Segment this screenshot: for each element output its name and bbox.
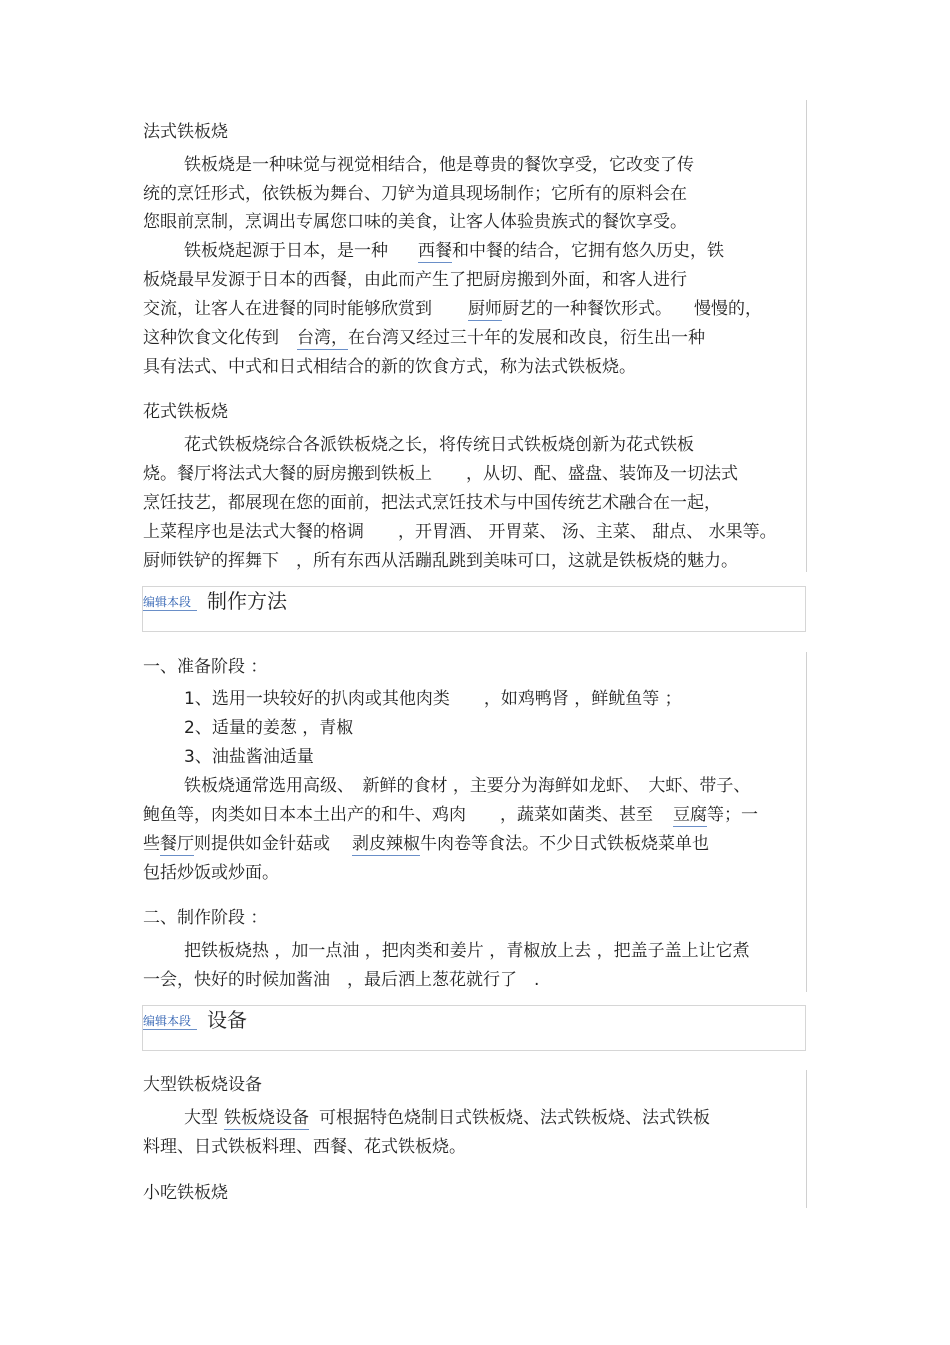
- section-title: 制作方法: [207, 589, 287, 613]
- content-border: [806, 652, 807, 992]
- edit-section-link[interactable]: 编辑本段: [143, 594, 197, 611]
- list-item: 2、适量的姜葱 ，青椒: [184, 718, 354, 738]
- link-taiwan[interactable]: 台湾，: [297, 328, 348, 348]
- paragraph-line: [143, 327, 705, 349]
- link-tofu[interactable]: 豆腐: [673, 805, 707, 825]
- paragraph-line: 包括炒饭或炒面。: [143, 863, 279, 883]
- paragraph-line: 把铁板烧热 ，加一点油 ，把肉类和姜片 ，青椒放上去 ，把盖子盖上让它煮: [184, 941, 750, 961]
- subheading-fancy-teppanyaki: 花式铁板烧: [143, 402, 228, 422]
- paragraph-line: [143, 833, 709, 855]
- text: 慢慢的，: [694, 299, 762, 319]
- text: 可根据特色烧制日式铁板烧、法式铁板烧、法式铁板: [319, 1108, 710, 1128]
- edit-section-link[interactable]: 编辑本段: [143, 1013, 197, 1030]
- paragraph-line: 料理、日式铁板料理、西餐、花式铁板烧。: [143, 1137, 466, 1157]
- link-western-food[interactable]: 西餐: [418, 241, 452, 261]
- paragraph-line: 铁板烧是一种味觉与视觉相结合，他是尊贵的餐饮享受，它改变了传: [184, 155, 694, 175]
- list-item: 1、选用一块较好的扒肉或其他肉类 ，如鸡鸭肾 ，鲜鱿鱼等 ；: [184, 689, 682, 709]
- text: 牛肉卷等食法。不少日式铁板烧菜单也: [420, 834, 709, 854]
- link-peeled-chili[interactable]: 剥皮辣椒: [352, 834, 420, 854]
- paragraph-line: [143, 804, 758, 826]
- paragraph-line: 统的烹饪形式，依铁板为舞台、刀铲为道具现场制作；它所有的原料会在: [143, 184, 687, 204]
- content-border: [806, 100, 807, 572]
- subheading-making: 二、制作阶段 ：: [143, 908, 268, 928]
- paragraph-line: 烧。餐厅将法式大餐的厨房搬到铁板上 ，从切、配、盛盘、装饰及一切法式: [143, 464, 738, 484]
- subheading-preparation: 一、准备阶段 ：: [143, 657, 268, 677]
- paragraph-line: [184, 240, 724, 262]
- paragraph-line: 烹饪技艺，都展现在您的面前，把法式烹饪技术与中国传统艺术融合在一起，: [143, 493, 721, 513]
- text: 些: [143, 834, 160, 854]
- subheading-french-teppanyaki: 法式铁板烧: [143, 122, 228, 142]
- text: 交流，让客人在进餐的同时能够欣赏到: [143, 299, 432, 319]
- text: 鲍鱼等，肉类如日本本土出产的和牛、鸡肉 ，蔬菜如菌类、甚至: [143, 805, 653, 825]
- link-restaurant[interactable]: 餐厅: [160, 834, 194, 854]
- paragraph-line: [184, 1107, 710, 1129]
- link-teppanyaki-equipment[interactable]: 铁板烧设备: [224, 1108, 309, 1128]
- text: 铁板烧起源于日本，是一种: [184, 241, 388, 261]
- section-header-method: [142, 586, 806, 632]
- subheading-large-equipment: 大型铁板烧设备: [143, 1075, 262, 1095]
- text: 等；一: [707, 805, 758, 825]
- paragraph-line: 板烧最早发源于日本的西餐，由此而产生了把厨房搬到外面，和客人进行: [143, 270, 687, 290]
- paragraph-line: 具有法式、中式和日式相结合的新的饮食方式，称为法式铁板烧。: [143, 357, 636, 377]
- paragraph-line: 上菜程序也是法式大餐的格调 ，开胃酒、 开胃菜、 汤、主菜、 甜点、 水果等。: [143, 522, 777, 542]
- paragraph-line: [143, 298, 762, 320]
- paragraph-line: 您眼前烹制，烹调出专属您口味的美食，让客人体验贵族式的餐饮享受。: [143, 212, 687, 232]
- text: 这种饮食文化传到: [143, 328, 279, 348]
- paragraph-line: 厨师铁铲的挥舞下 ，所有东西从活蹦乱跳到美味可口，这就是铁板烧的魅力。: [143, 551, 738, 571]
- section-title: 设备: [207, 1008, 247, 1032]
- subheading-snack-teppanyaki: 小吃铁板烧: [143, 1183, 228, 1203]
- text: 大型: [184, 1108, 218, 1128]
- content-border: [806, 1070, 807, 1208]
- text: 则提供如金针菇或: [194, 834, 330, 854]
- link-chef[interactable]: 厨师: [468, 299, 502, 319]
- text: 在台湾又经过三十年的发展和改良，衍生出一种: [348, 328, 705, 348]
- paragraph-line: 花式铁板烧综合各派铁板烧之长，将传统日式铁板烧创新为花式铁板: [184, 435, 694, 455]
- paragraph-line: 一会，快好的时候加酱油 ，最后洒上葱花就行了 .: [143, 970, 540, 990]
- list-item: 3、油盐酱油适量: [184, 747, 314, 767]
- text: 和中餐的结合，它拥有悠久历史，铁: [452, 241, 724, 261]
- section-header-equipment: [142, 1005, 806, 1051]
- paragraph-line: 铁板烧通常选用高级、 新鲜的食材 ，主要分为海鲜如龙虾、 大虾、带子、: [184, 776, 751, 796]
- text: 厨艺的一种餐饮形式。: [502, 299, 672, 319]
